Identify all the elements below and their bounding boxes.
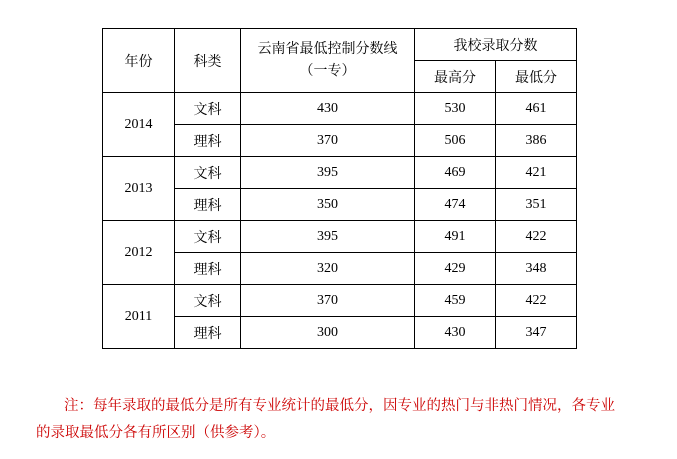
province-score-cell: 430: [241, 93, 415, 125]
table-body: [103, 93, 577, 349]
max-score-cell: 530: [415, 93, 496, 125]
province-score-cell: 370: [241, 125, 415, 157]
table-row: [103, 317, 577, 349]
year-cell: 2011: [103, 285, 175, 349]
year-cell: 2013: [103, 157, 175, 221]
subject-cell: 文科: [175, 285, 241, 317]
header-min-score: 最低分: [496, 61, 577, 93]
min-score-cell: 422: [496, 221, 577, 253]
header-province-line-2: （一专）: [299, 63, 356, 79]
header-max-score: 最高分: [415, 61, 496, 93]
year-cell: 2012: [103, 221, 175, 285]
province-score-cell: 300: [241, 317, 415, 349]
footnote-line-1: 注：每年录取的最低分是所有专业统计的最低分，因专业的热门与非热门情况，各专业: [64, 398, 615, 414]
min-score-cell: 421: [496, 157, 577, 189]
max-score-cell: 430: [415, 317, 496, 349]
header-year: 年份: [103, 29, 175, 93]
table-row: [103, 253, 577, 285]
table-row: [103, 93, 577, 125]
min-score-cell: 461: [496, 93, 577, 125]
province-score-cell: 395: [241, 221, 415, 253]
subject-cell: 理科: [175, 317, 241, 349]
table-row: [103, 221, 577, 253]
max-score-cell: 491: [415, 221, 496, 253]
table-row: [103, 189, 577, 221]
min-score-cell: 347: [496, 317, 577, 349]
table-header: [103, 29, 577, 93]
subject-cell: 理科: [175, 253, 241, 285]
footnote: [36, 393, 646, 447]
province-score-cell: 370: [241, 285, 415, 317]
max-score-cell: 474: [415, 189, 496, 221]
header-school-scores: 我校录取分数: [415, 29, 577, 61]
table-header-row-1: [103, 29, 577, 61]
table-row: [103, 285, 577, 317]
province-score-cell: 320: [241, 253, 415, 285]
max-score-cell: 469: [415, 157, 496, 189]
header-province-line: [241, 29, 415, 93]
min-score-cell: 351: [496, 189, 577, 221]
admission-score-table: [102, 28, 577, 349]
subject-cell: 文科: [175, 157, 241, 189]
max-score-cell: 459: [415, 285, 496, 317]
max-score-cell: 429: [415, 253, 496, 285]
subject-cell: 理科: [175, 125, 241, 157]
year-cell: 2014: [103, 93, 175, 157]
min-score-cell: 422: [496, 285, 577, 317]
table-row: [103, 157, 577, 189]
province-score-cell: 395: [241, 157, 415, 189]
min-score-cell: 348: [496, 253, 577, 285]
province-score-cell: 350: [241, 189, 415, 221]
table-row: [103, 125, 577, 157]
max-score-cell: 506: [415, 125, 496, 157]
subject-cell: 文科: [175, 221, 241, 253]
header-subject: 科类: [175, 29, 241, 93]
min-score-cell: 386: [496, 125, 577, 157]
subject-cell: 文科: [175, 93, 241, 125]
subject-cell: 理科: [175, 189, 241, 221]
header-province-line-1: 云南省最低控制分数线: [257, 41, 398, 57]
footnote-line-2: 的录取最低分各有所区别（供参考）。: [36, 424, 276, 441]
